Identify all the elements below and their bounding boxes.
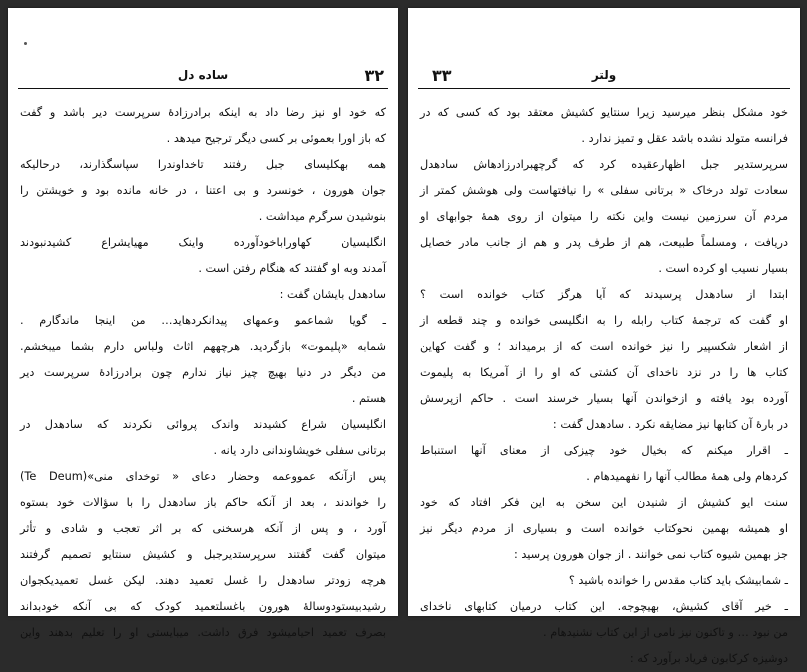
text-line: بنوشیدن سرگرم میداشت . xyxy=(258,210,386,223)
text-line: من دیگر در دنیا بهیچ چیز نیاز ندارم چون برادرزادهٔ سرپرست دیر xyxy=(20,366,386,379)
text-line: در بارهٔ آن کتابها نیز مضایقه نکرد . سادهدل گفت : xyxy=(552,418,788,431)
text-line: سعادت تولد درخاک « برتانی سفلی » را نیافتهاست ولی هوشش کمتر از xyxy=(420,184,788,197)
text-line: جوان هورون ، خونسرد و بی اعتنا ، در خانه مانده بود و خویشتن را xyxy=(20,184,386,197)
text-line: کردهام ولی همهٔ مطالب آنها را نفهمیدهام . xyxy=(586,470,788,483)
text-line: که باز اورا بعموئی بر کسی دیگر ترجیح میدهد . xyxy=(166,132,386,145)
text-line: انگلیسیان کهاوراباخودآورده واینک مهیایشراع کشیدنبودند xyxy=(20,236,386,249)
text-line: او همیشه بهمین نحوکتاب خوانده است و بسیاری از مردم دیگر نیز xyxy=(420,522,788,535)
page-body xyxy=(20,100,386,646)
text-line: هستم . xyxy=(351,392,386,405)
page-number: ۳۳ xyxy=(432,66,452,85)
text-line: برتانی سفلی خویشاوندانی دارد یانه . xyxy=(213,444,386,457)
text-line: من نبود … و تاکنون نیز نامی از این کتاب نشنیدهام . xyxy=(543,626,788,639)
text-line: میتوان گفت گفتند سرپرستدیرجبل و کشیش سنتایو تصمیم گرفتند xyxy=(20,548,386,561)
text-line: از اشعار شکسپیر را نیز خوانده است که از برمیداند ؛ و گفت کهاین xyxy=(420,340,788,353)
text-line: بسیار نسیب او کرده است . xyxy=(658,262,788,275)
text-line: هرچه زودتر سادهدل را غسل تعمید دهند. لیکن غسل تعمیدیکجوان xyxy=(20,574,386,587)
text-line: ابتدا از سادهدل پرسیدند که آیا هرگز کتاب خوانده است ؟ xyxy=(420,288,788,301)
text-line: آمدند وبه او گفتند که هنگام رفتن است . xyxy=(198,262,386,275)
text-line: ـ گویا شماعمو وعمهای پیدانکردهاید… من اینجا ماندگارم . xyxy=(20,314,386,327)
text-line: ـ خیر آقای کشیش، بهیچوجه. این کتاب درمیان کتابهای ناخدای xyxy=(420,600,788,613)
text-line: سادهدل بایشان گفت : xyxy=(279,288,386,301)
text-line: بصرف تعمید احیامیشود فرق داشت. میبایستی او را تعلیم بدهند واین xyxy=(20,626,386,639)
text-line: دوشیزه کرکابون فریاد برآورد که : xyxy=(629,652,788,665)
text-line: ـ شمابیشک باید کتاب مقدس را خوانده باشید ؟ xyxy=(568,574,788,587)
text-line: ـ اقرار میکنم که بخیال خود چیزکی از معنای آنها استنباط xyxy=(420,444,788,457)
text-line: آورد ، و پس از آنکه هرسخنی که بر اثر تعجب و شادی و تأثر xyxy=(20,522,386,535)
page-header xyxy=(418,68,790,89)
right-page xyxy=(408,8,800,665)
page-number: ۳۲ xyxy=(364,66,384,85)
text-line: مردم آن سرزمین نیست واین نکته را میتوان از روی همهٔ جوابهای او xyxy=(420,210,788,223)
text-line: پس ازآنکه عمووعمه وحضار دعای « توخدای منی»(Te Deum) xyxy=(20,470,386,483)
text-line: دریافت ، ومسلماً طبیعت، هم از طرف پدر و هم از جانب مادر خصایل xyxy=(420,236,788,249)
page-speck xyxy=(24,42,27,45)
text-line: سنت ایو کشیش از شنیدن این سخن به این فکر افتاد که خود xyxy=(420,496,788,509)
text-line: آورده بود یافته و ازخواندن آنها بسیار خرسند است . حاکم ازپرسش xyxy=(420,392,788,405)
text-line: سرپرستدیر جبل اظهارعقیده کرد که گرچهبرادرزادهاش سادهدل xyxy=(420,158,788,171)
text-line: کتاب ها را در نزد ناخدای آن کشتی که او را از آمریکا به پلیموت xyxy=(420,366,788,379)
text-line: او گفت که ترجمهٔ کتاب رابله را به انگلیسی خوانده و چند قطعه از xyxy=(420,314,788,327)
running-title: ساده دل xyxy=(177,68,229,82)
text-line: همه بهکلیسای جبل رفتند تاخداوندرا سپاسگذارند، درحالیکه xyxy=(20,158,386,171)
text-line: انگلیسیان شراع کشیدند واندک پروائی نکردند که سادهدل در xyxy=(20,418,386,431)
page-header xyxy=(18,68,388,89)
text-line: خود مشکل بنظر میرسید زیرا سنتایو کشیش معتقد بود که کسی که در xyxy=(420,106,788,119)
page-body xyxy=(420,100,788,672)
running-title: ولتر xyxy=(591,68,617,82)
text-line: جز بهمین شیوه کتاب نمی خوانند . از جوان هورون پرسید : xyxy=(513,548,788,561)
text-line: که خود او نیز رضا داد به اینکه برادرزادهٔ سرپرست دیر باشد و گفت xyxy=(20,106,386,119)
left-page xyxy=(8,8,398,639)
text-line: فرانسه متولد نشده باشد عقل و تمیز ندارد . xyxy=(581,132,788,145)
text-line: رشیدبیستودوسالهٔ هورون باغسلتعمید کودک که بی آنکه خودبداند xyxy=(20,600,386,613)
text-line: شمابه «پلیموت» بازگردید. هرچههم اثاث ولباس دارم بشما میبخشم. xyxy=(20,340,386,353)
text-line: را خواندند ، بعد از آنکه حاکم باز سادهدل را با سؤالات خود بستوه xyxy=(20,496,386,509)
